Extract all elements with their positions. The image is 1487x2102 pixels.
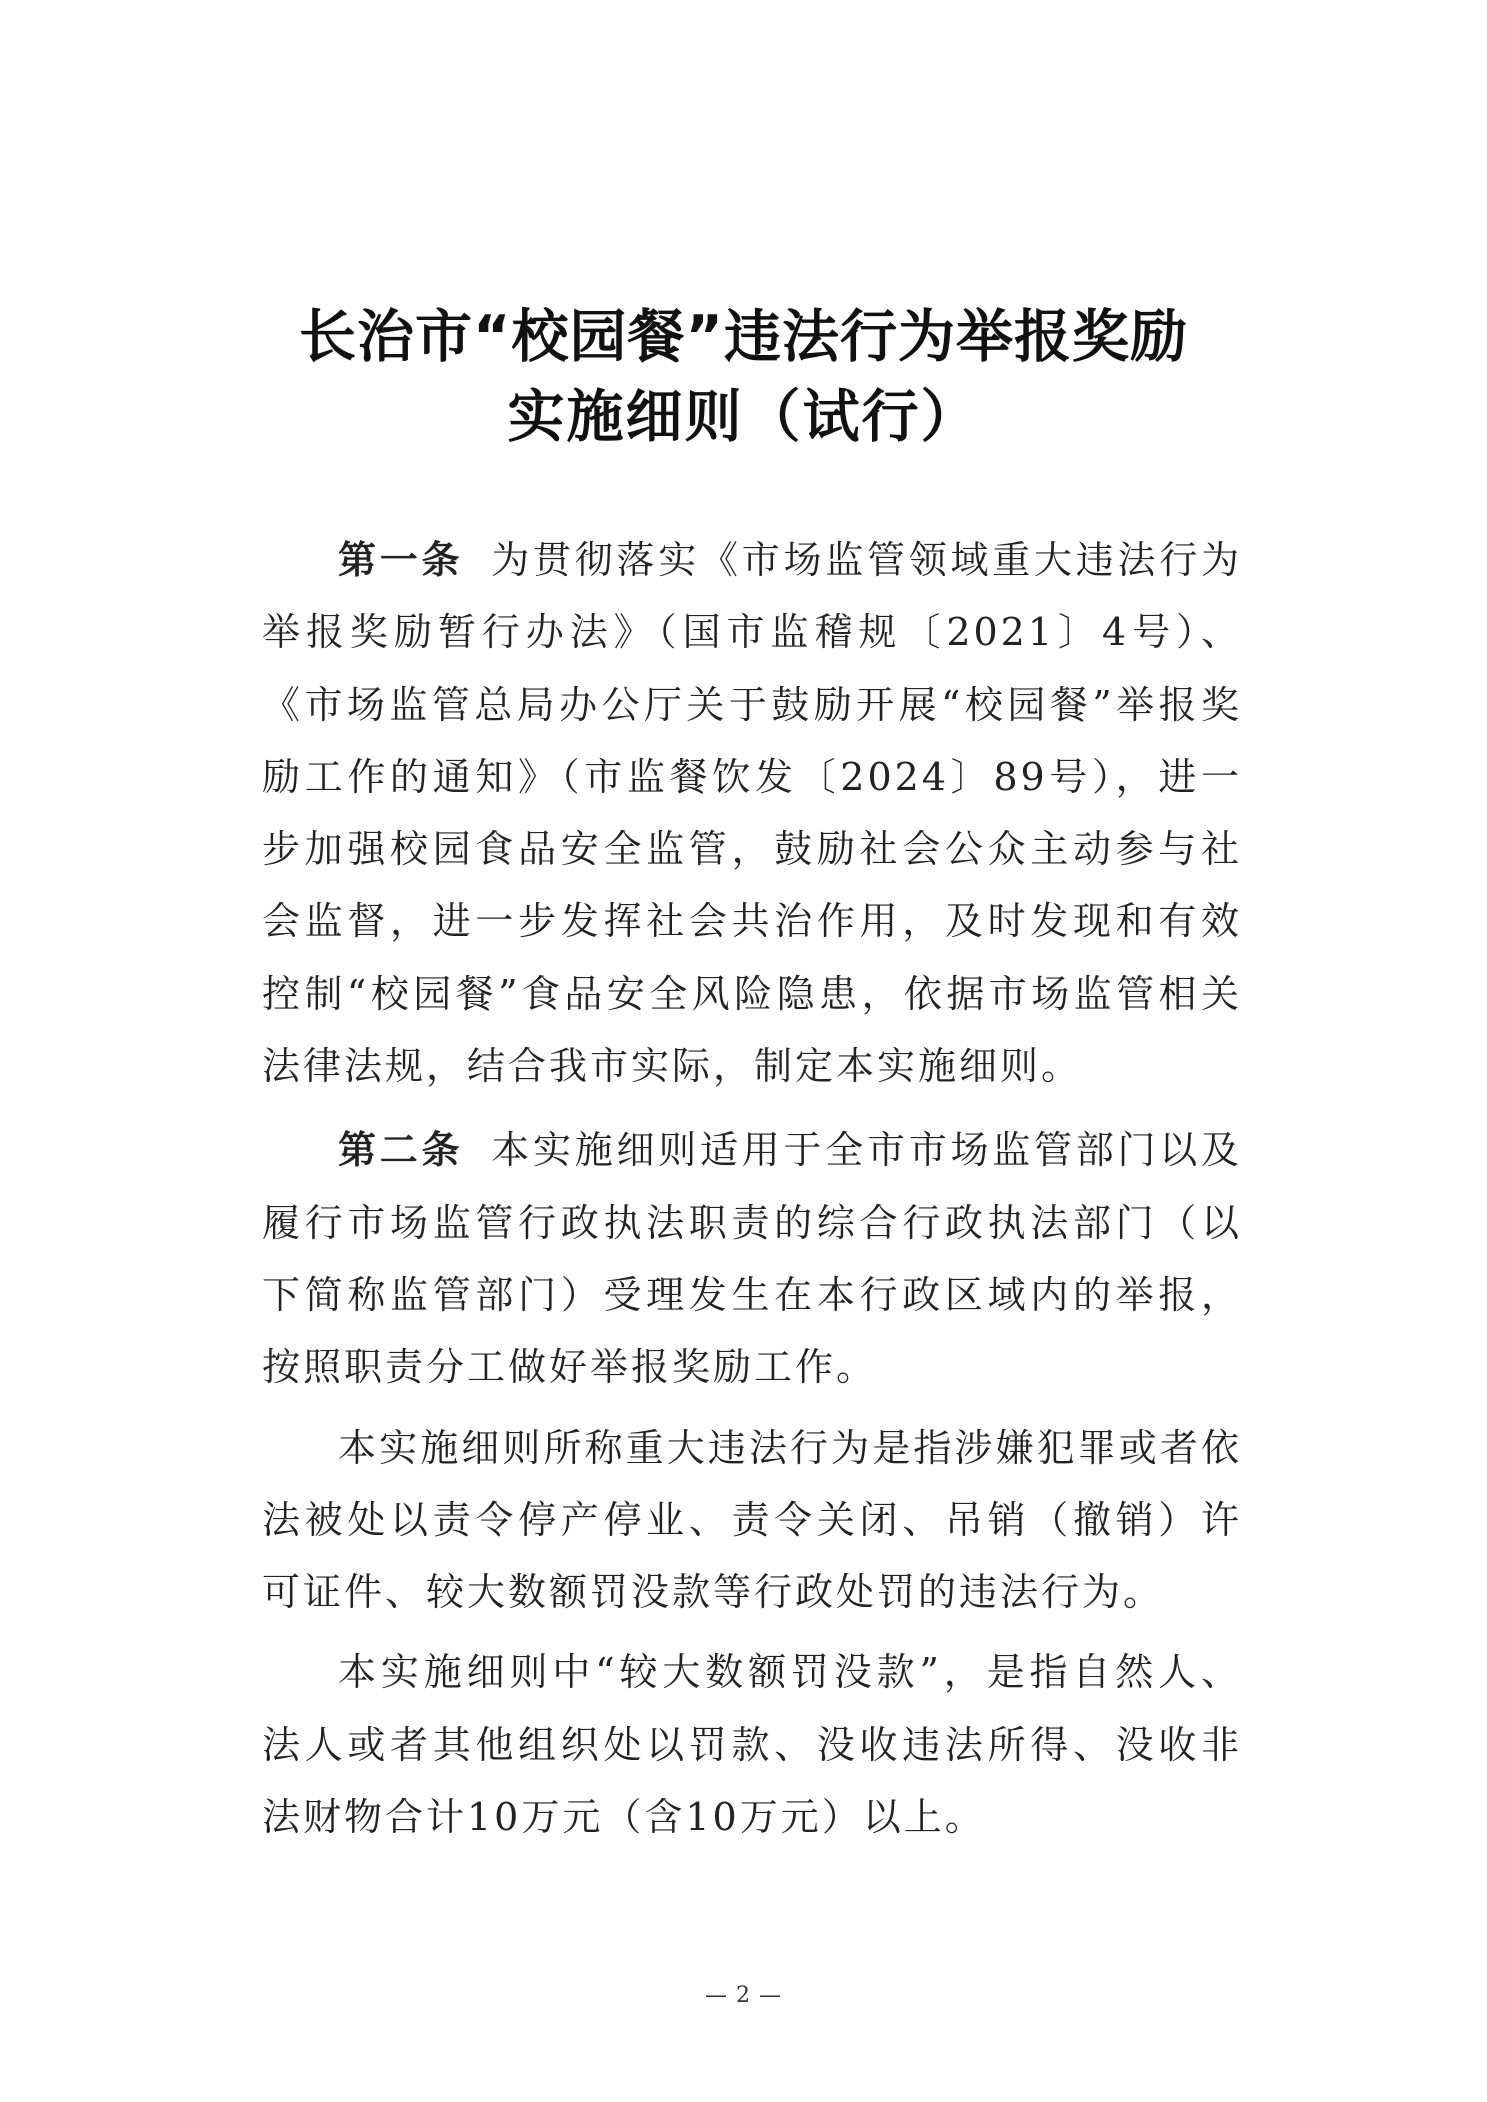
article-1	[262, 524, 1242, 1102]
article-2-heading: 第二条	[338, 1128, 464, 1173]
article-1-heading: 第一条	[338, 538, 464, 582]
article-2-text: 本实施细则适用于全市市场监管部门以及履行市场监管行政执法职责的综合行政执法部门（以下简称监管部门）受理发生在本行政区域内的举报，按照职责分工做好举报奖励工作。	[262, 1128, 1242, 1390]
document-title-line-2: 实施细则（试行）	[507, 384, 980, 450]
paragraph-large-fines: 本实施细则中“较大数额罚没款”，是指自然人、法人或者其他组织处以罚款、没收违法所得、没收非法财物合计10万元（含10万元）以上。	[262, 1650, 1242, 1840]
document-title-line-1: 长治市“校园餐”违法行为举报奖励	[299, 304, 1188, 370]
document-body	[262, 524, 1242, 1853]
paragraph-major-violations: 本实施细则所称重大违法行为是指涉嫌犯罪或者依法被处以责令停产停业、责令关闭、吊销（撤销）许可证件、较大数额罚没款等行政处罚的违法行为。	[262, 1425, 1242, 1615]
page-number: — 2 —	[705, 1983, 782, 2008]
article-2	[262, 1114, 1242, 1403]
article-1-text: 为贯彻落实《市场监管领域重大违法行为举报奖励暂行办法》（国市监稽规〔2021〕4号）、《市场监管总局办公厅关于鼓励开展“校园餐”举报奖励工作的通知》（市监餐饮发〔2024〕89号），进一步加强校园食品安全监管，鼓励社会公众主动参与社会监督，进一步发挥社会共治作用，及时发现和有效控制“校园餐”食品安全风险隐患，依据市场监管相关法律法规，结合我市实际，制定本实施细则。	[262, 538, 1242, 1089]
